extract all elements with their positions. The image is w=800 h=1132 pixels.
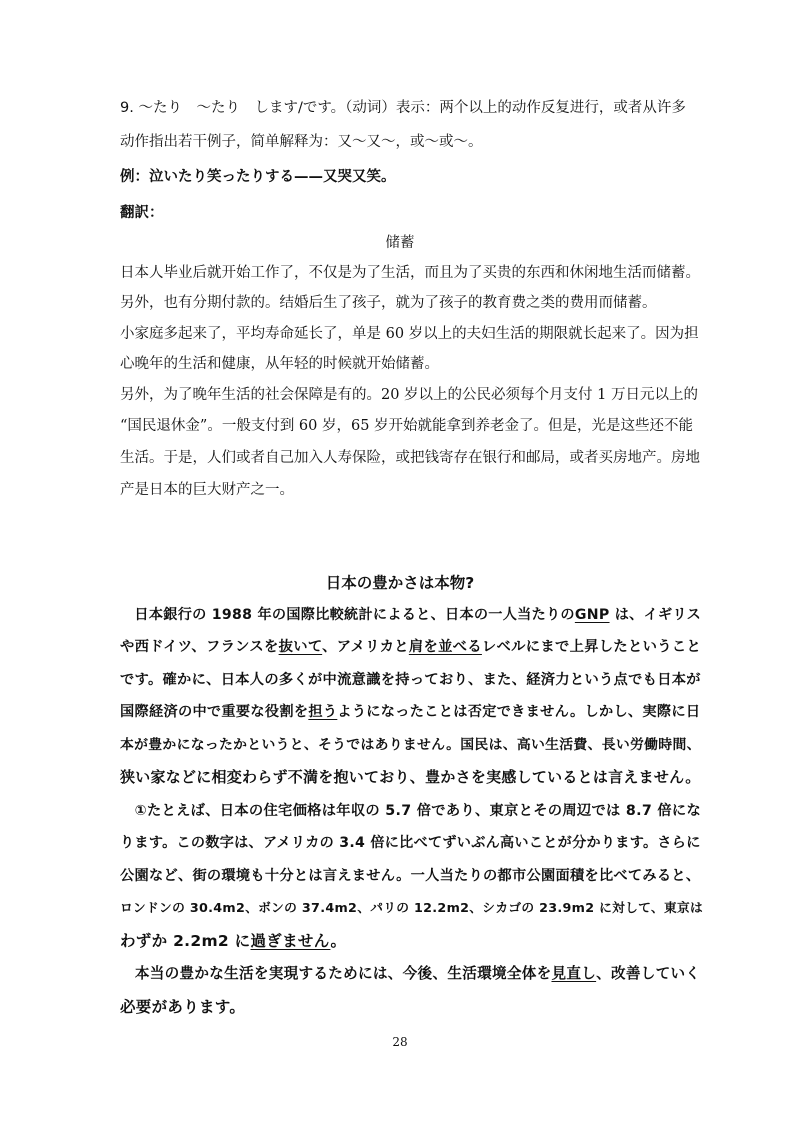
underlined-term: 見直し bbox=[551, 965, 597, 982]
underlined-term: 過ぎません bbox=[250, 932, 331, 950]
chinese-line-8: 产是日本的巨大财产之一。 bbox=[120, 482, 294, 498]
jp-p1-line-3: です。確かに、日本人の多くが中流意識を持っており、また、経済力という点でも日本が bbox=[120, 672, 701, 688]
chinese-line-2: 另外，也有分期付款的。结婚后生了孩子，就为了孩子的教育费之类的费用而储蓄。 bbox=[120, 295, 657, 311]
jp-p1-line-2: や西ドイツ、フランスを抜いて、アメリカと肩を並べるレベルにまで上昇したということ bbox=[120, 639, 702, 655]
jp-p2-line-4: ロンドンの 30.4m2、ボンの 37.4m2、パリの 12.2m2、シカゴの 23.9m2 に対して、東京は bbox=[120, 900, 704, 915]
jp-p2-line-3: 公園など、街の環境も十分とは言えません。一人当たりの都市公園面積を比べてみると、 bbox=[120, 868, 701, 884]
jp-p1-line-6: 狭い家などに相変わらず不満を抱いており、豊かさを実感しているとは言えません。 bbox=[120, 768, 701, 786]
underlined-term: GNP bbox=[574, 607, 610, 623]
page-number: 28 bbox=[392, 1035, 408, 1049]
chinese-line-1: 日本人毕业后就开始工作了，不仅是为了生活，而且为了买贵的东西和休闲地生活而储蓄。 bbox=[120, 265, 700, 281]
chinese-passage-title: 储蓄 bbox=[385, 235, 415, 251]
jp-p1-line-4: 国際経済の中で重要な役割を担うようになったことは否定できません。しかし、実際に日 bbox=[120, 704, 701, 720]
chinese-line-6: “国民退休金”。一般支付到 60 岁，65 岁开始就能拿到养老金了。但是，光是这些还不能 bbox=[120, 418, 694, 434]
jp-p1-line-5: 本が豊かになったかというと、そうではありません。国民は、高い生活費、長い労働時間、 bbox=[120, 737, 701, 753]
underlined-term: 肩を並べる bbox=[408, 639, 482, 655]
jp-p2-line-2: ります。この数字は、アメリカの 3.4 倍に比べてずいぶん高いことが分かります。さらに bbox=[120, 835, 701, 851]
jp-p2-line-5: わずか 2.2m2 に過ぎません。 bbox=[120, 932, 347, 950]
underlined-term: 担う bbox=[308, 704, 338, 720]
chinese-line-7: 生活。于是，人们或者自己加入人寿保险，或把钱寄存在银行和邮局，或者买房地产。房地 bbox=[120, 450, 700, 466]
japanese-passage-title: 日本の豊かさは本物? bbox=[325, 574, 475, 592]
translation-label: 翻訳： bbox=[120, 205, 164, 221]
jp-p1-line-1: 日本銀行の 1988 年の国際比較統計によると、日本の一人当たりのGNP は、イギリス bbox=[120, 607, 702, 623]
jp-p2-line-1: ①たとえば、日本の住宅価格は年収の 5.7 倍であり、東京とその周辺では 8.7 倍にな bbox=[120, 803, 702, 819]
chinese-line-5: 另外，为了晚年生活的社会保障是有的。20 岁以上的公民必须每个月支付 1 万日元以上的 bbox=[120, 387, 698, 403]
grammar-example: 例：泣いたり笑ったりする——又哭又笑。 bbox=[120, 169, 396, 185]
jp-p3-line-1: 本当の豊かな生活を実現するためには、今後、生活環境全体を見直し、改善していく bbox=[120, 965, 701, 982]
chinese-line-3: 小家庭多起来了，平均寿命延长了，单是 60 岁以上的夫妇生活的期限就长起来了。因为担 bbox=[120, 326, 699, 342]
chinese-line-4: 心晚年的生活和健康，从年轻的时候就开始储蓄。 bbox=[120, 356, 439, 372]
grammar-line-2: 动作指出若干例子，简单解释为：又～又～，或～或～。 bbox=[120, 134, 483, 150]
jp-p3-line-2: 必要があります。 bbox=[120, 998, 246, 1016]
grammar-line-1: 9. ～たり ～たり します/です。（动词）表示：两个以上的动作反复进行，或者从许多 bbox=[120, 100, 686, 116]
underlined-term: 抜いて bbox=[278, 639, 323, 655]
